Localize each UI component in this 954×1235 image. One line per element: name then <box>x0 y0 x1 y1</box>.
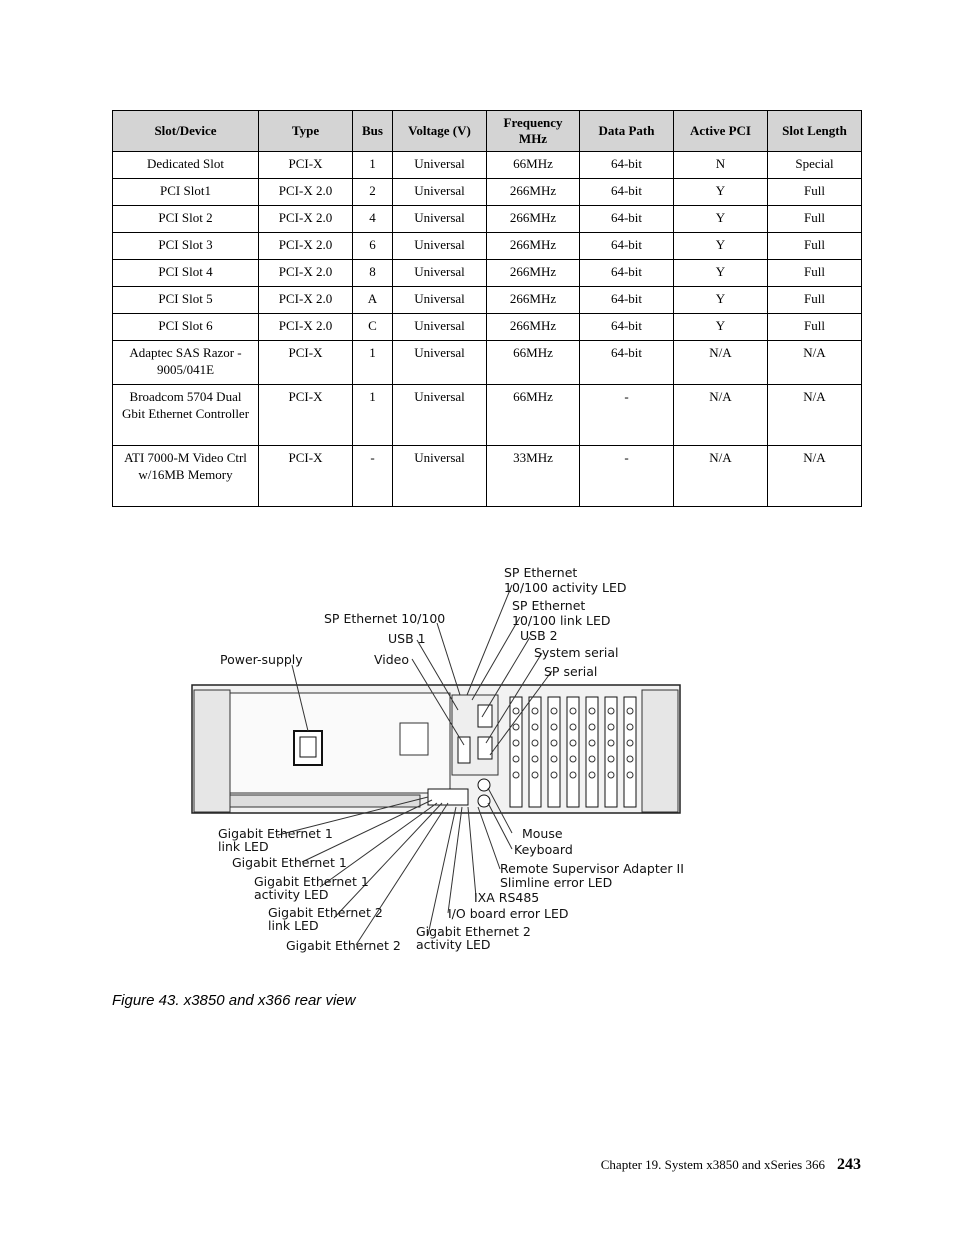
table-cell: PCI-X <box>259 446 353 507</box>
table-cell: 64-bit <box>580 287 674 314</box>
table-cell: PCI Slot 3 <box>113 233 259 260</box>
table-cell: Adaptec SAS Razor - 9005/041E <box>113 341 259 385</box>
table-cell: PCI-X 2.0 <box>259 206 353 233</box>
table-cell: Special <box>768 152 862 179</box>
table-cell: Y <box>674 314 768 341</box>
table-cell: 266MHz <box>487 287 580 314</box>
table-cell: PCI Slot 6 <box>113 314 259 341</box>
table-cell: C <box>353 314 393 341</box>
table-cell: Universal <box>393 446 487 507</box>
table-cell: Universal <box>393 233 487 260</box>
table-cell: 6 <box>353 233 393 260</box>
table-cell: PCI-X 2.0 <box>259 233 353 260</box>
table-cell: 266MHz <box>487 314 580 341</box>
table-cell: 64-bit <box>580 260 674 287</box>
table-cell: N/A <box>768 341 862 385</box>
table-row <box>113 287 862 314</box>
table-cell: Universal <box>393 260 487 287</box>
label-keyboard: Keyboard <box>514 842 573 857</box>
label-slimline-error-led: Slimline error LED <box>500 875 613 890</box>
table-cell: Y <box>674 179 768 206</box>
table-body <box>113 152 862 507</box>
column-header: Frequency MHz <box>487 111 580 152</box>
table-row <box>113 385 862 446</box>
label-sp-serial: SP serial <box>544 664 598 679</box>
table-cell: N/A <box>674 446 768 507</box>
label-sp-ethernet-10-100: SP Ethernet 10/100 <box>324 611 446 626</box>
table-cell: N/A <box>768 385 862 446</box>
table-cell: 64-bit <box>580 341 674 385</box>
table-cell: PCI-X 2.0 <box>259 314 353 341</box>
table-cell: Full <box>768 260 862 287</box>
table-cell: PCI-X 2.0 <box>259 287 353 314</box>
label-io-board-error-led: I/O board error LED <box>448 906 569 921</box>
table-cell: Broadcom 5704 Dual Gbit Ethernet Controller <box>113 385 259 446</box>
label-gbe1-activity-1: Gigabit Ethernet 1 <box>254 874 369 889</box>
table-row <box>113 233 862 260</box>
label-sp-ethernet-activity-2: 10/100 activity LED <box>504 580 627 595</box>
label-usb-2: USB 2 <box>520 628 558 643</box>
column-header: Slot Length <box>768 111 862 152</box>
table-cell: N <box>674 152 768 179</box>
table-row <box>113 314 862 341</box>
table-cell: Y <box>674 287 768 314</box>
table-cell: 64-bit <box>580 233 674 260</box>
page-number: 243 <box>837 1156 861 1173</box>
table-cell: Universal <box>393 152 487 179</box>
rear-view-diagram <box>112 545 718 965</box>
table-cell: Universal <box>393 287 487 314</box>
column-header: Type <box>259 111 353 152</box>
table-cell: 266MHz <box>487 179 580 206</box>
page-footer <box>601 1156 861 1174</box>
label-ixa-rs485: IXA RS485 <box>474 890 540 905</box>
table-cell: PCI Slot 4 <box>113 260 259 287</box>
label-gbe1-link-1: Gigabit Ethernet 1 <box>218 826 333 841</box>
table-cell: PCI-X 2.0 <box>259 179 353 206</box>
table-cell: Universal <box>393 385 487 446</box>
table-cell: 64-bit <box>580 179 674 206</box>
table-cell: 64-bit <box>580 152 674 179</box>
table-cell: PCI-X 2.0 <box>259 260 353 287</box>
table-cell: 1 <box>353 341 393 385</box>
label-rsa-ii: Remote Supervisor Adapter II <box>500 861 684 876</box>
table-cell: - <box>580 385 674 446</box>
table-row <box>113 341 862 385</box>
pci-slot-table <box>112 110 862 507</box>
label-power-supply: Power-supply <box>220 652 303 667</box>
table-cell: Full <box>768 287 862 314</box>
label-gbe1-activity-2: activity LED <box>254 887 329 902</box>
table-cell: 266MHz <box>487 260 580 287</box>
label-sp-ethernet-link-2: 10/100 link LED <box>512 613 611 628</box>
table-cell: 64-bit <box>580 206 674 233</box>
table-cell: 2 <box>353 179 393 206</box>
table-row <box>113 152 862 179</box>
table-cell: N/A <box>768 446 862 507</box>
table-cell: Full <box>768 314 862 341</box>
table-cell: Full <box>768 206 862 233</box>
table-header-row <box>113 111 862 152</box>
table-row <box>113 260 862 287</box>
table-cell: PCI Slot 5 <box>113 287 259 314</box>
table-cell: N/A <box>674 341 768 385</box>
power-connector-icon <box>294 731 322 765</box>
table-cell: Universal <box>393 206 487 233</box>
table-row <box>113 179 862 206</box>
label-gbe1-link-2: link LED <box>218 839 269 854</box>
table-cell: Universal <box>393 314 487 341</box>
table-cell: 66MHz <box>487 385 580 446</box>
figure-caption: Figure 43. x3850 and x366 rear view <box>112 992 356 1009</box>
column-header: Bus <box>353 111 393 152</box>
label-video: Video <box>374 652 410 667</box>
label-gbe2-link-2: link LED <box>268 918 319 933</box>
column-header: Data Path <box>580 111 674 152</box>
table-cell: Full <box>768 179 862 206</box>
label-usb-1: USB 1 <box>388 631 426 646</box>
table-cell: 33MHz <box>487 446 580 507</box>
table-cell: 8 <box>353 260 393 287</box>
table-cell: PCI-X <box>259 341 353 385</box>
label-sp-ethernet-link-1: SP Ethernet <box>512 598 586 613</box>
table-cell: PCI-X <box>259 152 353 179</box>
table-cell: ATI 7000-M Video Ctrl w/16MB Memory <box>113 446 259 507</box>
table-cell: Y <box>674 260 768 287</box>
table-row <box>113 206 862 233</box>
table-cell: Universal <box>393 341 487 385</box>
label-gbe2-activity-1: Gigabit Ethernet 2 <box>416 924 531 939</box>
table-cell: Universal <box>393 179 487 206</box>
pci-slot-brackets <box>510 697 636 807</box>
table-cell: 66MHz <box>487 152 580 179</box>
column-header: Voltage (V) <box>393 111 487 152</box>
label-sp-ethernet-activity-1: SP Ethernet <box>504 565 578 580</box>
table-cell: N/A <box>674 385 768 446</box>
chapter-title: Chapter 19. System x3850 and xSeries 366 <box>600 1157 825 1172</box>
table-cell: 4 <box>353 206 393 233</box>
table-cell: Dedicated Slot <box>113 152 259 179</box>
table-cell: Y <box>674 233 768 260</box>
table-cell: 1 <box>353 152 393 179</box>
column-header: Active PCI <box>674 111 768 152</box>
table-cell: - <box>353 446 393 507</box>
column-header: Slot/Device <box>113 111 259 152</box>
table-cell: PCI-X <box>259 385 353 446</box>
label-mouse: Mouse <box>522 826 563 841</box>
table-cell: PCI Slot 2 <box>113 206 259 233</box>
label-gbe2: Gigabit Ethernet 2 <box>286 938 401 953</box>
table-cell: 66MHz <box>487 341 580 385</box>
table-cell: 1 <box>353 385 393 446</box>
table-row <box>113 446 862 507</box>
server-rear-view-figure <box>112 545 718 965</box>
table-cell: Y <box>674 206 768 233</box>
table-cell: A <box>353 287 393 314</box>
label-gbe2-activity-2: activity LED <box>416 937 491 952</box>
label-system-serial: System serial <box>534 645 619 660</box>
label-gbe2-link-1: Gigabit Ethernet 2 <box>268 905 383 920</box>
label-gbe1: Gigabit Ethernet 1 <box>232 855 347 870</box>
table-cell: Full <box>768 233 862 260</box>
table-cell: 266MHz <box>487 206 580 233</box>
table-cell: - <box>580 446 674 507</box>
table-cell: 64-bit <box>580 314 674 341</box>
table-cell: 266MHz <box>487 233 580 260</box>
table-cell: PCI Slot1 <box>113 179 259 206</box>
